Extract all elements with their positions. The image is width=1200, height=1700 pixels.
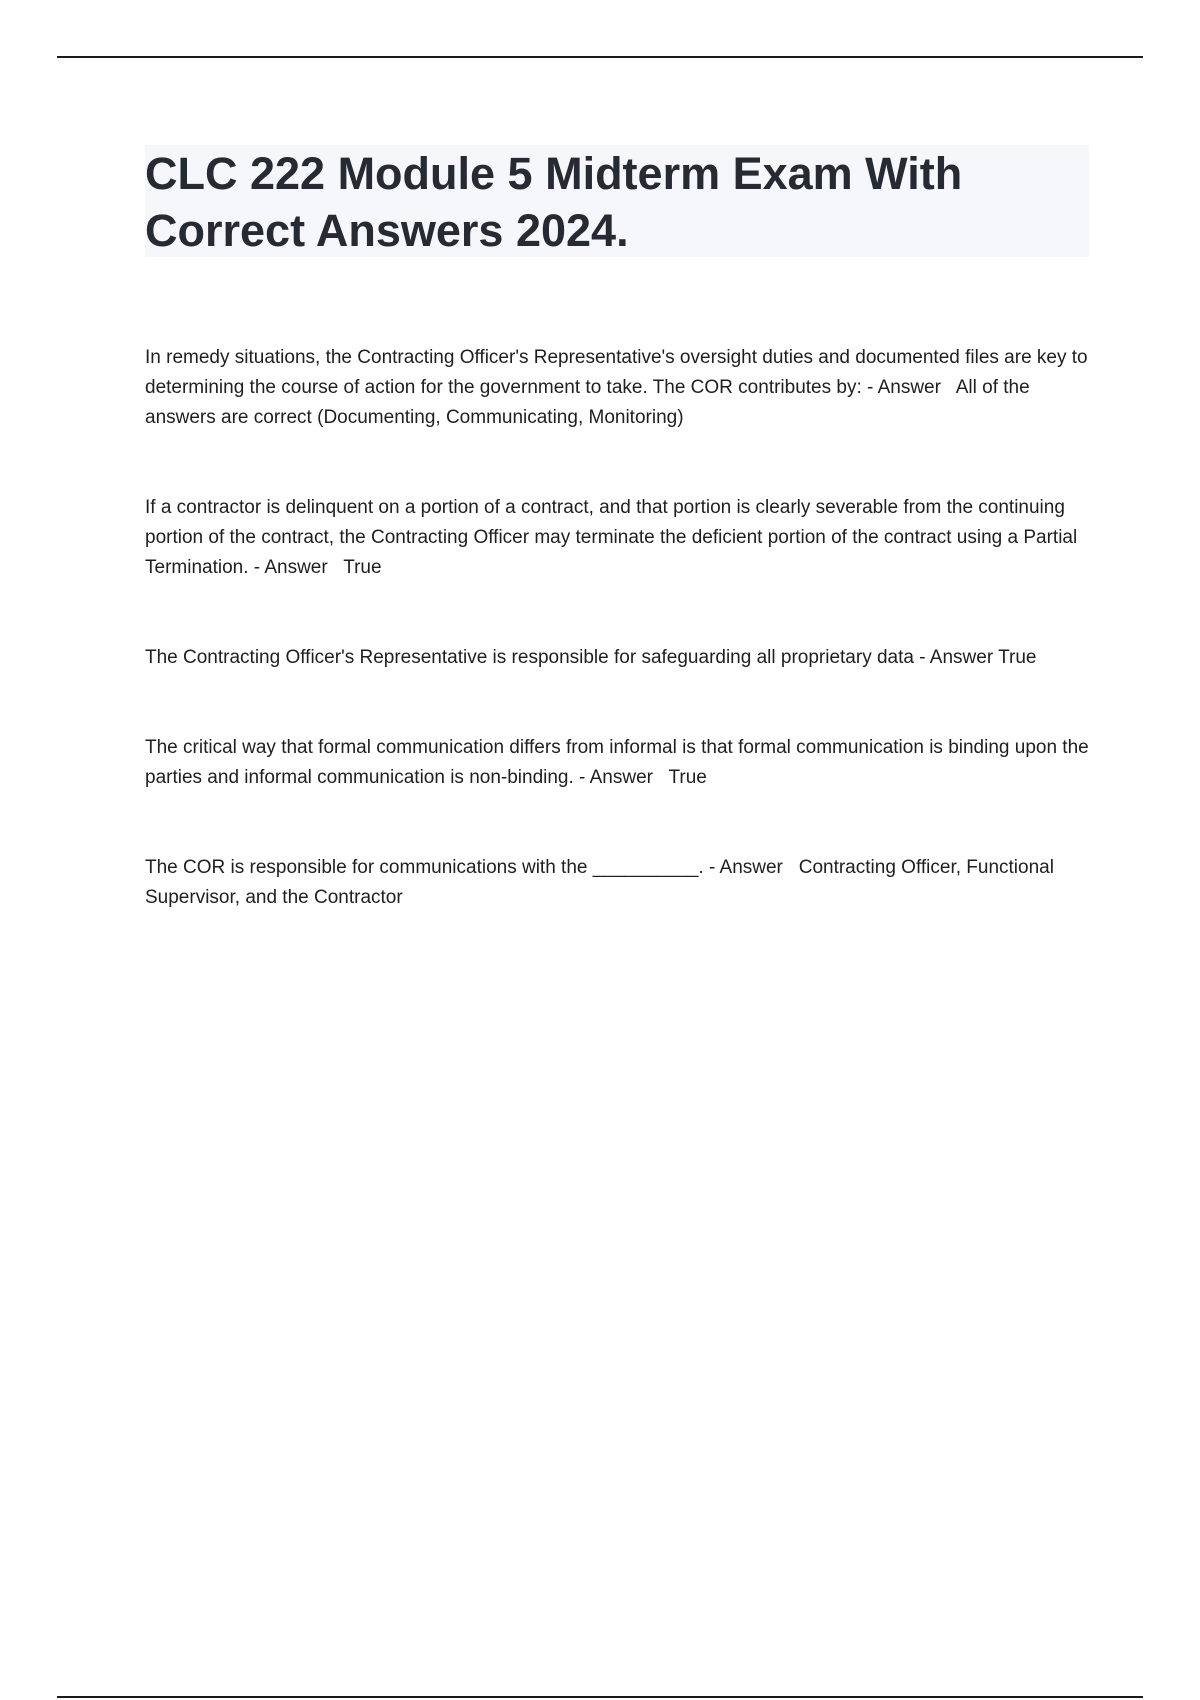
qa-item [145, 343, 1095, 433]
qa-answer: Contracting Officer, Functional Supervisor, and the Contractor [145, 857, 1054, 908]
qa-answer: True [998, 647, 1037, 668]
title-block [145, 145, 1089, 257]
qa-item [145, 493, 1095, 583]
qa-answer: True [343, 557, 382, 578]
qa-answer: True [668, 767, 707, 788]
qa-question: In remedy situations, the Contracting Officer's Representative's oversight duties and documented files are key to determining the course of action for the government to take. The COR contributes by: - Answer [145, 347, 1088, 398]
qa-question: The critical way that formal communication differs from informal is that formal communication is binding upon the parties and informal communication is non-binding. - Answer [145, 737, 1089, 788]
qa-item [145, 733, 1095, 793]
qa-question: The Contracting Officer's Representative is responsible for safeguarding all proprietary data - Answer [145, 647, 994, 668]
qa-answer: All of the answers are correct (Documenting, Communicating, Monitoring) [145, 377, 1030, 428]
document-title: CLC 222 Module 5 Midterm Exam With Correct Answers 2024. [145, 148, 963, 256]
qa-question: If a contractor is delinquent on a portion of a contract, and that portion is clearly severable from the continuing portion of the contract, the Contracting Officer may terminate the deficient portion of the contract using a Partial Termination. - Answer [145, 497, 1078, 578]
qa-item [145, 853, 1095, 913]
qa-list [145, 343, 1095, 913]
qa-question: The COR is responsible for communications with the __________. - Answer [145, 857, 783, 878]
footer-rule [57, 1696, 1143, 1698]
header-rule [57, 56, 1143, 58]
qa-item [145, 643, 1095, 673]
